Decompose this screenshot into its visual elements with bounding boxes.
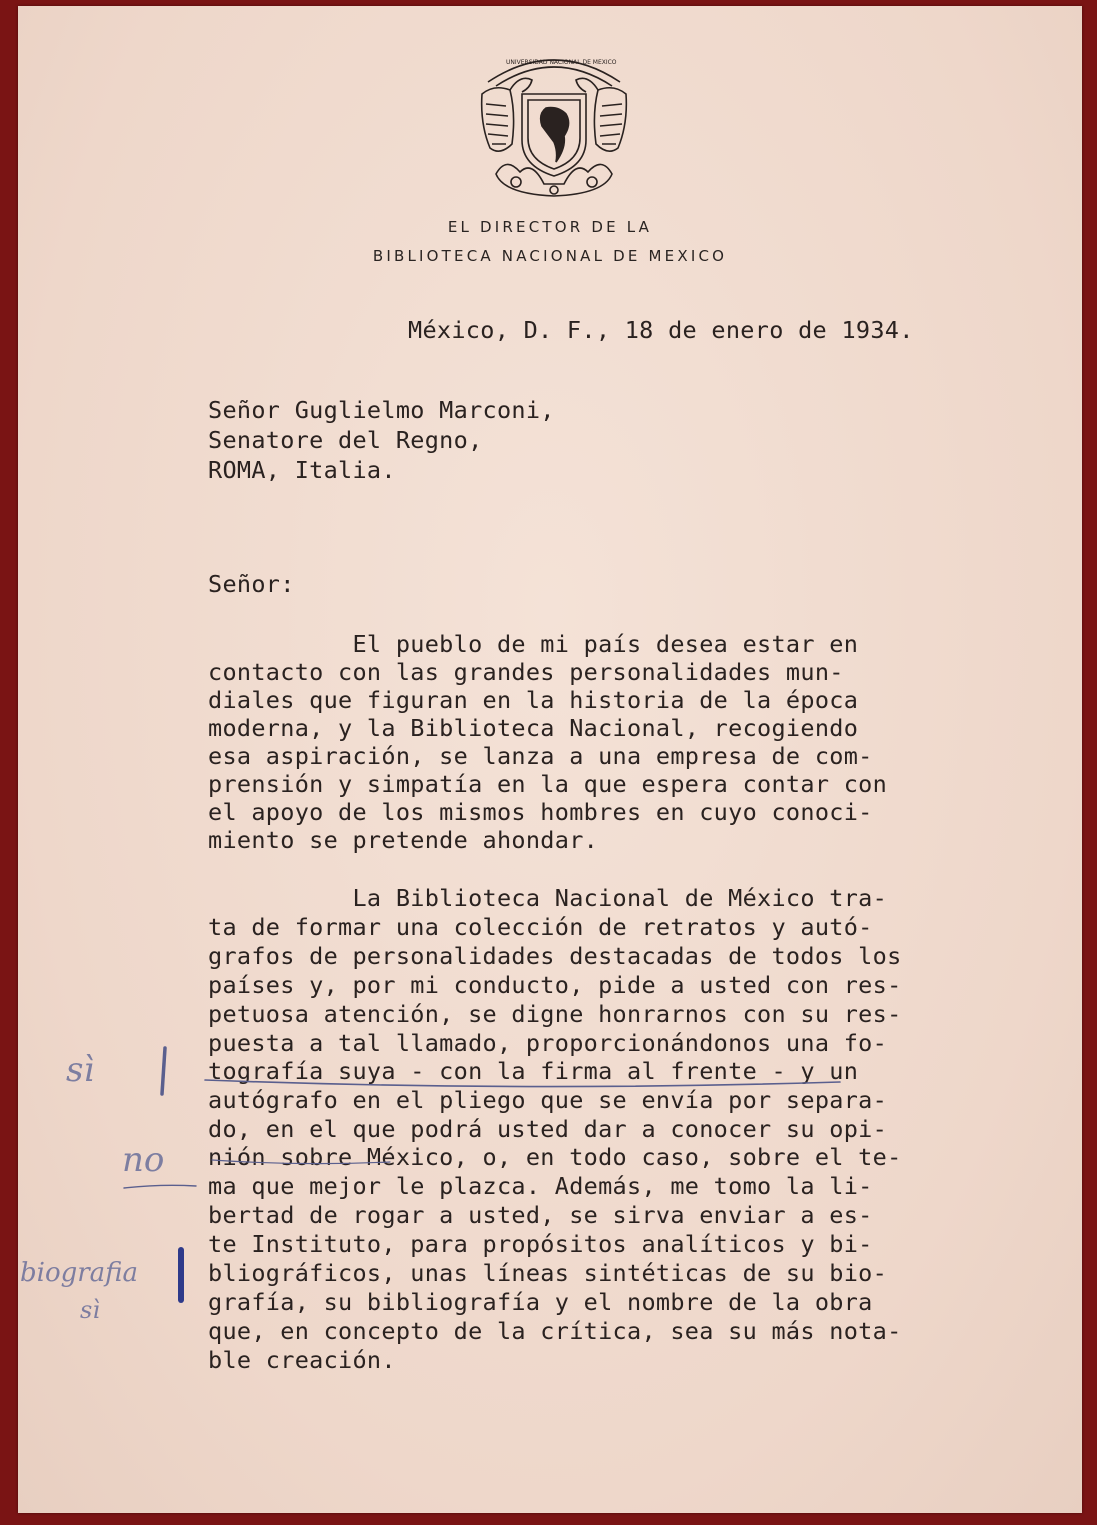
margin-note-no: no [122, 1140, 165, 1180]
margin-note-biografia: biografia [20, 1258, 139, 1288]
paragraph1-line: diales que figuran en la historia de la época [208, 686, 859, 714]
recipient-line-1: Señor Guglielmo Marconi, [208, 396, 555, 424]
margin-note-si: sì [66, 1050, 95, 1090]
paragraph1-line: moderna, y la Biblioteca Nacional, recogiendo [208, 714, 859, 742]
paragraph2-line: do, en el que podrá usted dar a conocer su opi- [208, 1115, 888, 1143]
letterhead-line-1: EL DIRECTOR DE LA [447, 218, 653, 236]
paragraph2-line: ta de formar una colección de retratos y autó- [208, 913, 873, 941]
paragraph2-line: grafos de personalidades destacadas de todos los [208, 942, 902, 970]
paragraph1-line: miento se pretende ahondar. [208, 826, 599, 854]
paragraph2-line: tografía suya - con la firma al frente - y un [208, 1057, 859, 1085]
recipient-line-3: ROMA, Italia. [208, 456, 396, 484]
paragraph2-line: puesta a tal llamado, proporcionándonos una fo- [208, 1029, 888, 1057]
seal-ring-text: UNIVERSIDAD NACIONAL DE MEXICO [506, 59, 617, 66]
paragraph2-line: ble creación. [208, 1346, 396, 1374]
paragraph2-line: bertad de rogar a usted, se sirva enviar a es- [208, 1201, 873, 1229]
paragraph1-line: contacto con las grandes personalidades mun- [208, 658, 844, 686]
margin-note-si-2: sì [80, 1296, 100, 1324]
letter-date: México, D. F., 18 de enero de 1934. [408, 316, 914, 344]
paragraph2-line: nión sobre México, o, en todo caso, sobre el te- [208, 1143, 902, 1171]
paragraph2-line: te Instituto, para propósitos analíticos y bi- [208, 1230, 873, 1258]
recipient-line-2: Senatore del Regno, [208, 426, 483, 454]
paragraph1-line: El pueblo de mi país desea estar en [208, 630, 859, 658]
salutation: Señor: [208, 570, 295, 598]
paragraph2-line: ma que mejor le plazca. Además, me tomo la li- [208, 1172, 873, 1200]
paragraph2-line: países y, por mi conducto, pide a usted con res- [208, 971, 902, 999]
paragraph1-line: prensión y simpatía en la que espera contar con [208, 770, 888, 798]
paragraph2-line: que, en concepto de la crítica, sea su más nota- [208, 1317, 902, 1345]
paragraph1-line: esa aspiración, se lanza a una empresa de com- [208, 742, 873, 770]
paragraph2-line: autógrafo en el pliego que se envía por separa- [208, 1086, 888, 1114]
paragraph1-line: el apoyo de los mismos hombres en cuyo conoci- [208, 798, 873, 826]
paragraph2-line: bliográficos, unas líneas sintéticas de su bio- [208, 1259, 888, 1287]
paragraph2-line: petuosa atención, se digne honrarnos con su res- [208, 1000, 902, 1028]
university-seal-icon [476, 44, 632, 204]
paragraph2-line: grafía, su bibliografía y el nombre de la obra [208, 1288, 873, 1316]
paragraph2-line: La Biblioteca Nacional de México tra- [208, 884, 888, 912]
letterhead-line-2: BIBLIOTECA NACIONAL DE MEXICO [372, 247, 728, 265]
